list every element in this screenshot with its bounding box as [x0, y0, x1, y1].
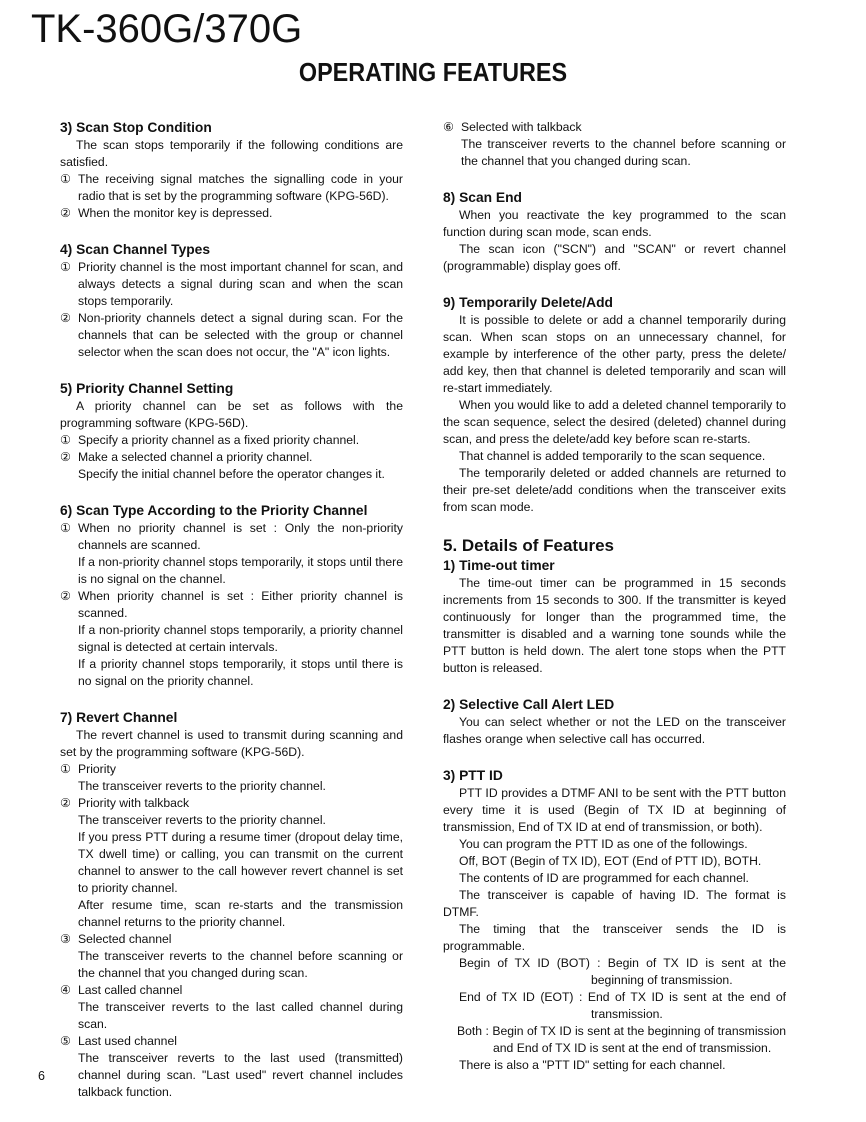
list-marker: ⑥: [443, 120, 454, 134]
list-item: [60, 449, 403, 466]
list-text: Last called channel: [78, 983, 183, 997]
temporarily-delete-add-section: [443, 294, 786, 516]
list-subtext: If a priority channel stops temporarily, it stops until there is no signal on the priority channel.: [78, 657, 403, 688]
paragraph: The contents of ID are programmed for each channel.: [459, 871, 749, 885]
list-item: [60, 588, 403, 622]
paragraph: Off, BOT (Begin of TX ID), EOT (End of PTT ID), BOTH.: [459, 854, 762, 868]
paragraph: The scan stops temporarily if the following conditions are satisfied.: [60, 138, 403, 169]
paragraph: The transceiver is capable of having ID. The format is DTMF.: [443, 888, 786, 919]
paragraph: The revert channel is used to transmit during scanning and set by the programming software (KPG-56D).: [60, 728, 403, 759]
paragraph: The temporarily deleted or added channels are returned to their pre-set delete/add conditions when the transceiver exits from scan mode.: [443, 466, 786, 514]
section-heading: 8) Scan End: [443, 190, 522, 205]
list-item: [60, 259, 403, 310]
page-number: 6: [38, 1069, 45, 1083]
model-title: TK-360G/370G: [31, 7, 303, 51]
paragraph: The time-out timer can be programmed in 15 seconds increments from 15 seconds to 300. If the transmitter is keyed continuously for longer than the programmed time, the transmitter is disabled and a warning tone sounds while the PTT button is held down. The alert tone stops when the PTT button is released.: [443, 576, 786, 675]
list-subtext: The transceiver reverts to the channel before scanning or the channel that you changed during scan.: [78, 949, 403, 980]
section-heading: 6) Scan Type According to the Priority Channel: [60, 503, 368, 518]
section-heading: 4) Scan Channel Types: [60, 242, 211, 257]
list-text: The receiving signal matches the signalling code in your radio that is set by the programming software (KPG-56D).: [78, 172, 403, 203]
list-text: Non-priority channels detect a signal during scan. For the channels that can be selected with the group or channel selector when the scan does not occur, the "A" icon lights.: [78, 311, 403, 359]
scan-channel-types-section: [60, 241, 403, 361]
section-heading: 9) Temporarily Delete/Add: [443, 295, 613, 310]
list-marker: ②: [60, 311, 71, 325]
list-text: Make a selected channel a priority channel.: [78, 450, 313, 464]
list-text: When the monitor key is depressed.: [78, 206, 273, 220]
details-of-features-section: [443, 535, 786, 1074]
list-marker: ①: [60, 172, 71, 186]
list-item: [60, 761, 403, 778]
list-subtext: If a non-priority channel stops temporarily, it stops until there is no signal on the channel.: [78, 555, 403, 586]
list-marker: ②: [60, 206, 71, 220]
list-subtext: If you press PTT during a resume timer (dropout delay time, TX dwell time) or calling, you can transmit on the current channel to answer to the call however revert channel is set to priority channel.: [78, 830, 403, 895]
section-heading: 5) Priority Channel Setting: [60, 381, 234, 396]
list-text: Priority: [78, 762, 116, 776]
list-marker: ①: [60, 762, 71, 776]
definition-both: Both : Begin of TX ID is sent at the beginning of transmission and End of TX ID is sent at the end of transmission.: [457, 1024, 786, 1055]
list-marker: ⑤: [60, 1034, 71, 1048]
list-subtext: After resume time, scan re-starts and the transmission channel returns to the priority channel.: [78, 898, 403, 929]
paragraph: It is possible to delete or add a channel temporarily during scan. When scan stops on an unnecessary channel, for example by interference of the other party, press the delete/ add key, then that channel is deleted temporarily and scan will re-start immediately.: [443, 313, 786, 395]
list-item: [443, 119, 786, 136]
list-item: [60, 520, 403, 554]
revert-channel-section: [60, 709, 403, 1101]
definition-eot: End of TX ID (EOT) : End of TX ID is sent at the end of transmission.: [459, 990, 786, 1021]
list-subtext: The transceiver reverts to the last used (transmitted) channel during scan. "Last used" revert channel includes talkback function.: [78, 1051, 403, 1099]
list-marker: ②: [60, 796, 71, 810]
section-title: OPERATING FEATURES: [298, 57, 568, 87]
scan-type-section: [60, 502, 403, 690]
list-subtext: Specify the initial channel before the operator changes it.: [78, 467, 385, 481]
paragraph: The timing that the transceiver sends the ID is programmable.: [443, 922, 786, 953]
section-heading: 7) Revert Channel: [60, 710, 178, 725]
list-subtext: The transceiver reverts to the last called channel during scan.: [78, 1000, 403, 1031]
list-marker: ④: [60, 983, 71, 997]
list-text: Priority with talkback: [78, 796, 190, 810]
list-subtext: If a non-priority channel stops temporarily, a priority channel signal is detected at certain intervals.: [78, 623, 403, 654]
scan-end-section: [443, 189, 786, 275]
paragraph: You can program the PTT ID as one of the followings.: [459, 837, 748, 851]
chapter-heading: 5. Details of Features: [443, 536, 615, 555]
paragraph: There is also a "PTT ID" setting for each channel.: [459, 1058, 726, 1072]
list-item: [60, 432, 403, 449]
list-item: [60, 982, 403, 999]
list-marker: ③: [60, 932, 71, 946]
paragraph: You can select whether or not the LED on the transceiver flashes orange when selective call has occurred.: [443, 715, 786, 746]
paragraph: A priority channel can be set as follows with the programming software (KPG-56D).: [60, 399, 403, 430]
list-text: Specify a priority channel as a fixed priority channel.: [78, 433, 360, 447]
list-item: [60, 1033, 403, 1050]
revert-channel-continued: [443, 119, 786, 170]
scan-stop-condition-section: [60, 119, 403, 222]
right-column: [443, 119, 786, 1074]
list-text: Selected channel: [78, 932, 172, 946]
paragraph: When you would like to add a deleted channel temporarily to the scan sequence, select the desired (deleted) channel during scan, and press the delete/add key before scan re-starts.: [443, 398, 786, 446]
paragraph: PTT ID provides a DTMF ANI to be sent with the PTT button every time it is used (Begin of TX ID at beginning of transmission, End of TX ID at end of transmission, or both).: [443, 786, 786, 834]
list-item: [60, 795, 403, 812]
list-text: Last used channel: [78, 1034, 177, 1048]
list-text: Selected with talkback: [461, 120, 582, 134]
definition-bot: Begin of TX ID (BOT) : Begin of TX ID is sent at the beginning of transmission.: [459, 956, 786, 987]
list-marker: ①: [60, 260, 71, 274]
section-heading: 3) PTT ID: [443, 768, 503, 783]
paragraph: That channel is added temporarily to the scan sequence.: [459, 449, 766, 463]
paragraph: The scan icon ("SCN") and "SCAN" or revert channel (programmable) display goes off.: [443, 242, 786, 273]
list-item: [60, 171, 403, 205]
list-marker: ②: [60, 589, 71, 603]
priority-channel-setting-section: [60, 380, 403, 483]
paragraph: When you reactivate the key programmed to the scan function during scan mode, scan ends.: [443, 208, 786, 239]
list-marker: ①: [60, 433, 71, 447]
list-item: [60, 310, 403, 361]
list-subtext: The transceiver reverts to the channel before scanning or the channel that you changed during scan.: [461, 137, 786, 168]
section-heading: 1) Time-out timer: [443, 558, 555, 573]
left-column: [60, 119, 403, 1101]
list-item: [60, 931, 403, 948]
list-text: When no priority channel is set : Only the non-priority channels are scanned.: [78, 521, 403, 552]
section-heading: 3) Scan Stop Condition: [60, 120, 212, 135]
list-subtext: The transceiver reverts to the priority channel.: [78, 779, 326, 793]
list-text: Priority channel is the most important channel for scan, and always detects a signal during scan and when the scan stops temporarily.: [78, 260, 403, 308]
list-subtext: The transceiver reverts to the priority channel.: [78, 813, 326, 827]
list-item: [60, 205, 403, 222]
list-marker: ①: [60, 521, 71, 535]
list-marker: ②: [60, 450, 71, 464]
section-heading: 2) Selective Call Alert LED: [443, 697, 615, 712]
list-text: When priority channel is set : Either priority channel is scanned.: [78, 589, 403, 620]
